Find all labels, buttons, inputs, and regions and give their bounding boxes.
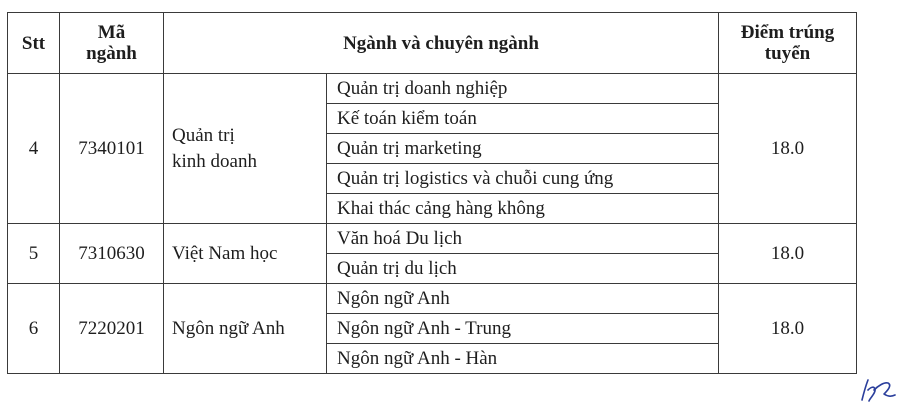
major-code-cell: 7340101	[60, 74, 164, 224]
specialization-cell: Khai thác cảng hàng không	[327, 194, 719, 224]
table-row	[8, 284, 857, 314]
specialization-cell: Quản trị marketing	[327, 134, 719, 164]
header-stt: Stt	[8, 13, 60, 74]
specialization-cell: Ngôn ngữ Anh - Trung	[327, 314, 719, 344]
header-major-code: Mã ngành	[60, 13, 164, 74]
stt-cell: 6	[8, 284, 60, 374]
header-row	[8, 13, 857, 74]
specialization-cell: Quản trị logistics và chuỗi cung ứng	[327, 164, 719, 194]
header-admission-score: Điểm trúng tuyển	[719, 13, 857, 74]
major-name-cell: Ngôn ngữ Anh	[164, 284, 327, 374]
table-row	[8, 224, 857, 254]
score-cell: 18.0	[719, 74, 857, 224]
signature-stroke	[862, 380, 895, 401]
specialization-cell: Quản trị doanh nghiệp	[327, 74, 719, 104]
specialization-cell: Ngôn ngữ Anh	[327, 284, 719, 314]
stt-cell: 5	[8, 224, 60, 284]
header-major-and-specialization: Ngành và chuyên ngành	[164, 13, 719, 74]
major-code-cell: 7220201	[60, 284, 164, 374]
specialization-cell: Văn hoá Du lịch	[327, 224, 719, 254]
specialization-cell: Quản trị du lịch	[327, 254, 719, 284]
major-name-cell: Quản trị kinh doanh	[164, 74, 327, 224]
stt-cell: 4	[8, 74, 60, 224]
handwritten-initials-signature	[858, 376, 898, 404]
major-code-cell: 7310630	[60, 224, 164, 284]
score-cell: 18.0	[719, 224, 857, 284]
table-row	[8, 74, 857, 104]
specialization-cell: Ngôn ngữ Anh - Hàn	[327, 344, 719, 374]
major-name-cell: Việt Nam học	[164, 224, 327, 284]
admission-scores-table	[7, 12, 857, 374]
score-cell: 18.0	[719, 284, 857, 374]
specialization-cell: Kế toán kiểm toán	[327, 104, 719, 134]
